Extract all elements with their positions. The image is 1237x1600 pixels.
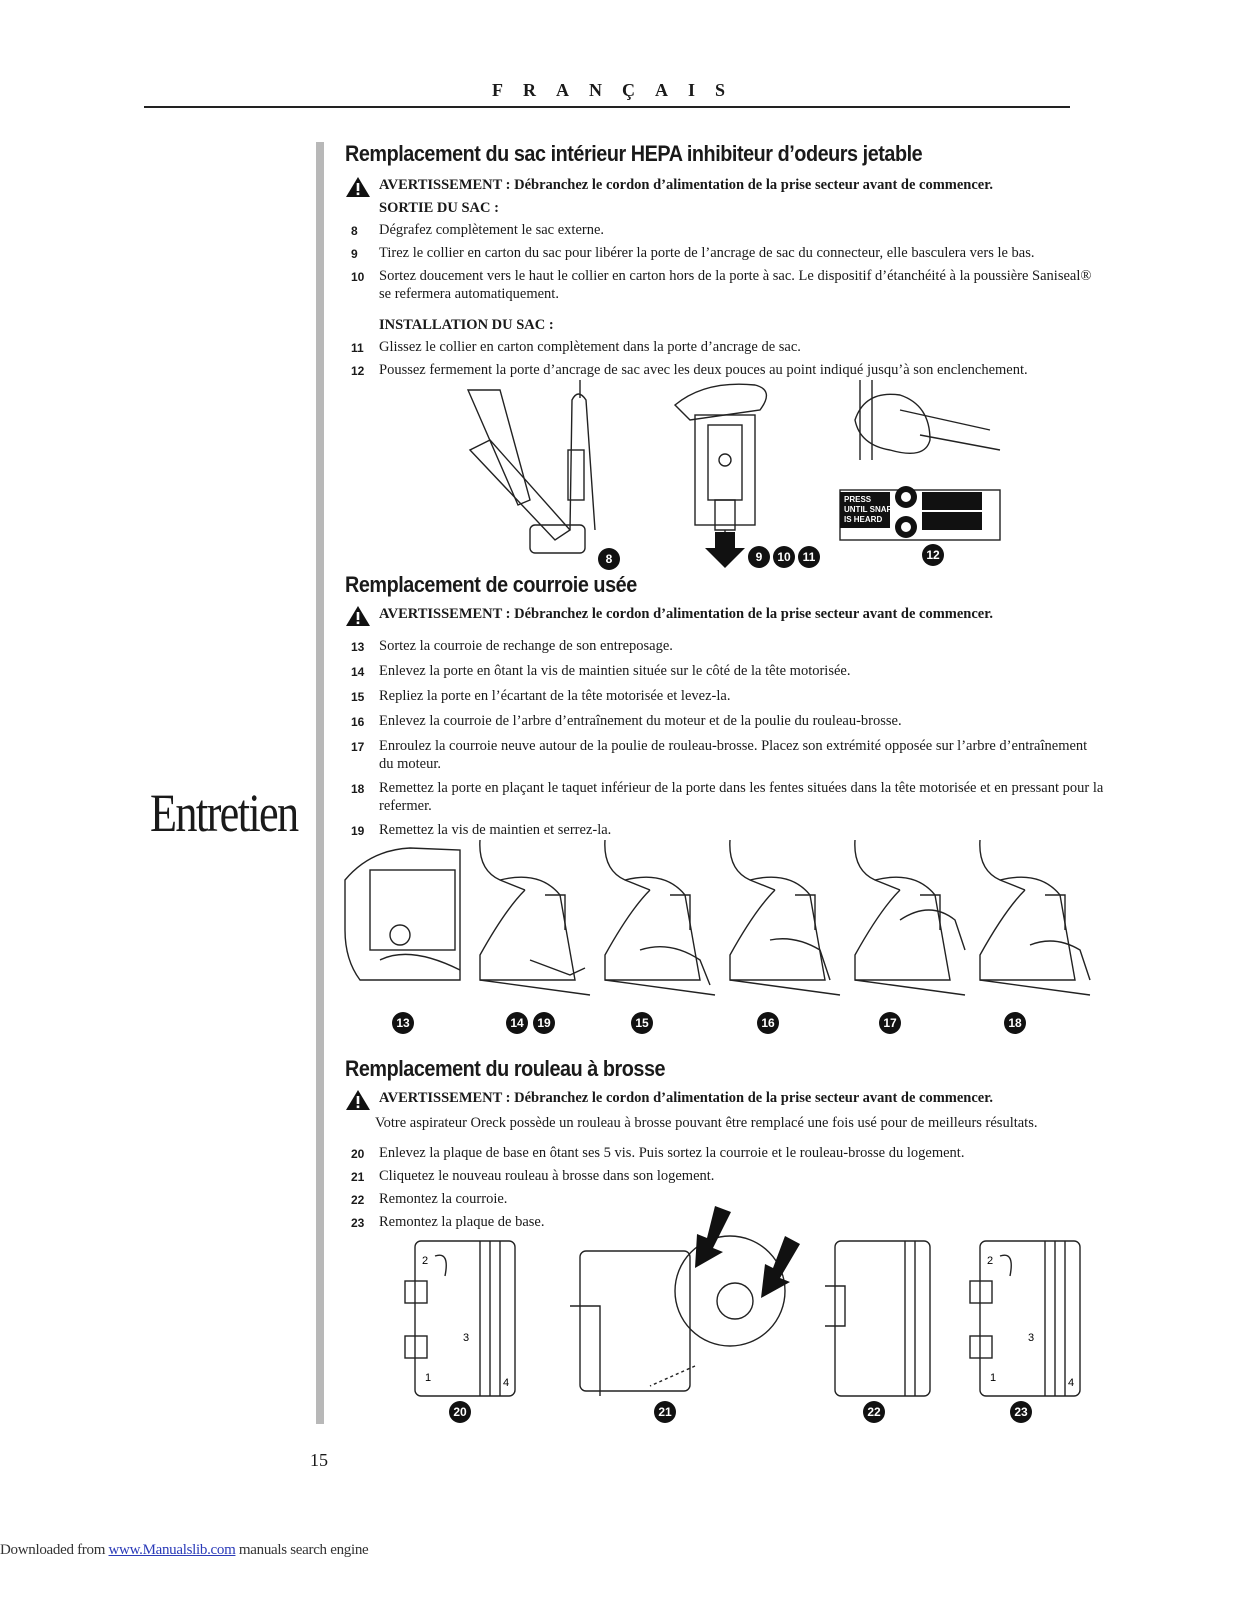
- header-rule: [144, 106, 1070, 108]
- step-text: Remontez la plaque de base.: [379, 1214, 545, 1230]
- step-list: [345, 637, 1105, 840]
- side-bar: [316, 142, 324, 1424]
- warning-triangle-icon: [345, 1089, 371, 1111]
- step-item: [345, 712, 1105, 731]
- step-item: [345, 1167, 1105, 1186]
- brushroll-illustration: [395, 1206, 1085, 1401]
- step-number: 19: [351, 824, 365, 838]
- footer: [0, 1542, 368, 1559]
- step-text: Sortez doucement vers le haut le collier en carton hors de la porte à sac. Le dispositif d’étanchéité à la poussière Saniseal® se refermera automatiquement.: [379, 268, 1092, 302]
- step-text: Remontez la courroie.: [379, 1191, 508, 1207]
- step-item: [345, 361, 1105, 380]
- step-number: 14: [351, 665, 365, 679]
- warning-triangle-icon: [345, 176, 371, 198]
- step-number: 10: [351, 270, 365, 284]
- step-item: [345, 737, 1105, 773]
- figure-badge: 8: [598, 548, 620, 570]
- step-item: [345, 338, 1105, 357]
- page-number: 15: [310, 1450, 328, 1470]
- step-item: [345, 1144, 1105, 1163]
- step-text: Enroulez la courroie neuve autour de la poulie de rouleau-brosse. Placez son extrémité opposée sur l’arbre d’entraînement du moteur.: [379, 738, 1088, 772]
- footer-suffix: manuals search engine: [235, 1542, 369, 1558]
- warning: [345, 1090, 1105, 1111]
- section-title: Remplacement du sac intérieur HEPA inhibiteur d’odeurs jetable: [345, 141, 923, 166]
- figure-badge: 16: [757, 1012, 779, 1034]
- step-number: 22: [351, 1193, 365, 1207]
- step-number: 16: [351, 715, 365, 729]
- section-title: Remplacement de courroie usée: [345, 572, 637, 597]
- figure-badge: 19: [533, 1012, 555, 1034]
- step-text: Remettez la vis de maintien et serrez-la.: [379, 822, 612, 838]
- plate-number: 2: [987, 1255, 994, 1267]
- warning-text: AVERTISSEMENT : Débranchez le cordon d’alimentation de la prise secteur avant de commencer.: [379, 1090, 993, 1106]
- figure-badge: 23: [1010, 1401, 1032, 1423]
- figure-badge: 14: [506, 1012, 528, 1034]
- press-label-line3: IS HEARD: [844, 515, 883, 524]
- plate-number: 1: [425, 1372, 432, 1384]
- step-text: Tirez le collier en carton du sac pour libérer la porte de l’ancrage de sac du connecteur, elle basculera vers le bas.: [379, 245, 1035, 261]
- plate-number: 4: [503, 1377, 510, 1389]
- step-text: Enlevez la courroie de l’arbre d’entraînement du moteur et de la poulie du rouleau-brosse.: [379, 713, 902, 729]
- step-text: Enlevez la plaque de base en ôtant ses 5 vis. Puis sortez la courroie et le rouleau-brosse du logement.: [379, 1145, 965, 1161]
- step-text: Dégrafez complètement le sac externe.: [379, 222, 605, 238]
- press-label-line1: PRESS: [844, 495, 872, 504]
- plate-number: 4: [1068, 1377, 1075, 1389]
- step-text: Cliquetez le nouveau rouleau à brosse dans son logement.: [379, 1168, 715, 1184]
- step-item: [345, 267, 1105, 303]
- step-item: [345, 779, 1105, 815]
- figure-badge: 21: [654, 1401, 676, 1423]
- step-text: Glissez le collier en carton complètement dans la porte d’ancrage de sac.: [379, 339, 801, 355]
- press-label-line2: UNTIL SNAP: [844, 505, 892, 514]
- step-number: 15: [351, 690, 365, 704]
- plate-number: 3: [1028, 1332, 1035, 1344]
- step-number: 18: [351, 782, 365, 796]
- bag-figure: [460, 380, 1020, 570]
- step-number: 20: [351, 1147, 365, 1161]
- figure-badge: 18: [1004, 1012, 1026, 1034]
- figure-badge: 11: [798, 546, 820, 568]
- warning: [345, 606, 1105, 627]
- section-title: Remplacement du rouleau à brosse: [345, 1056, 666, 1081]
- step-item: [345, 662, 1105, 681]
- footer-prefix: Downloaded from: [0, 1542, 109, 1558]
- belt-figure: [340, 840, 1100, 1040]
- step-list: [345, 338, 1105, 380]
- figure-badge: 17: [879, 1012, 901, 1034]
- warning-text: AVERTISSEMENT : Débranchez le cordon d’alimentation de la prise secteur avant de commencer.: [379, 177, 993, 193]
- figure-badge: 20: [449, 1401, 471, 1423]
- step-item: [345, 821, 1105, 840]
- step-number: 11: [351, 341, 364, 355]
- step-text: Enlevez la porte en ôtant la vis de maintien située sur le côté de la tête motorisée.: [379, 663, 851, 679]
- step-number: 13: [351, 640, 365, 654]
- manualslib-link[interactable]: www.Manualslib.com: [108, 1542, 236, 1558]
- step-text: Repliez la porte en l’écartant de la tête motorisée et levez-la.: [379, 688, 731, 704]
- warning-triangle-icon: [345, 605, 371, 627]
- step-number: 9: [351, 247, 358, 261]
- section-belt-replacement: [345, 572, 1105, 840]
- vacuum-bag-illustration: [460, 380, 1020, 570]
- step-number: 23: [351, 1216, 365, 1230]
- intro-text: Votre aspirateur Oreck possède un rouleau à brosse pouvant être remplacé une fois usé pour de meilleurs résultats.: [375, 1115, 1038, 1131]
- step-item: [345, 244, 1105, 263]
- subhead-bag-install: INSTALLATION DU SAC :: [379, 317, 554, 333]
- figure-badge: 15: [631, 1012, 653, 1034]
- brushroll-figure: [395, 1206, 1085, 1426]
- figure-badge: 10: [773, 546, 795, 568]
- step-list: [345, 221, 1105, 303]
- step-number: 21: [351, 1170, 365, 1184]
- belt-illustration: [340, 840, 1100, 1010]
- figure-badge: 13: [392, 1012, 414, 1034]
- figure-badge: 22: [863, 1401, 885, 1423]
- warning: [345, 177, 1105, 198]
- warning-text: AVERTISSEMENT : Débranchez le cordon d’alimentation de la prise secteur avant de commencer.: [379, 606, 993, 622]
- plate-number: 1: [990, 1372, 997, 1384]
- side-title: Entretien: [150, 783, 298, 843]
- subhead-bag-removal: SORTIE DU SAC :: [379, 200, 499, 216]
- figure-badge: 12: [922, 544, 944, 566]
- step-text: Poussez fermement la porte d’ancrage de sac avec les deux pouces au point indiqué jusqu’à son enclenchement.: [379, 362, 1028, 378]
- step-item: [345, 221, 1105, 240]
- step-item: [345, 637, 1105, 656]
- language-header: FRANÇAIS: [491, 80, 745, 100]
- section-bag-replacement: [345, 141, 1105, 380]
- plate-number: 3: [463, 1332, 470, 1344]
- step-text: Sortez la courroie de rechange de son entreposage.: [379, 638, 673, 654]
- figure-badge: 9: [748, 546, 770, 568]
- step-text: Remettez la porte en plaçant le taquet inférieur de la porte dans les fentes situées dans la tête motorisée et en pressant pour la refermer.: [379, 780, 1104, 814]
- plate-number: 2: [422, 1255, 429, 1267]
- step-item: [345, 687, 1105, 706]
- step-number: 12: [351, 364, 365, 378]
- step-number: 8: [351, 224, 358, 238]
- step-number: 17: [351, 740, 365, 754]
